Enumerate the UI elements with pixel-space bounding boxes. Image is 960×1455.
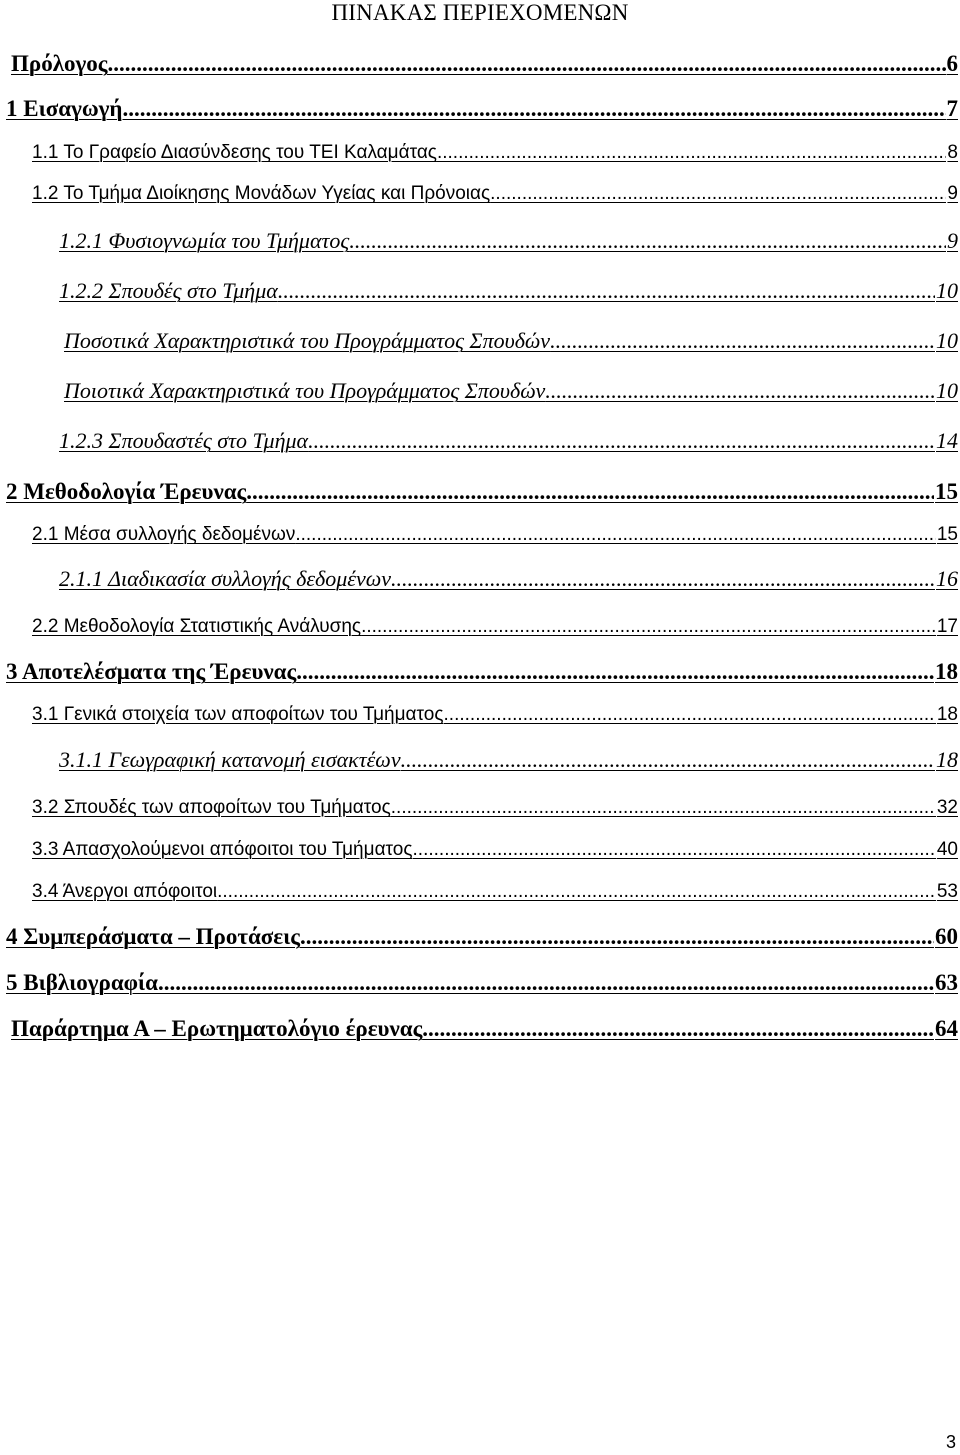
dot-leader [545,378,935,404]
toc-entry-prologue[interactable] [11,51,958,77]
toc-entry-4[interactable] [6,924,958,950]
toc-entry-page: 40 [936,839,958,860]
dot-leader [490,183,946,205]
toc-entry-page: 64 [935,1016,958,1041]
toc-entry-page: 9 [947,228,958,253]
toc-entry-3-1[interactable] [32,704,958,726]
page-number: 3 [945,1432,956,1452]
page-title: ΠΙΝΑΚΑΣ ΠΕΡΙΕΧΟΜΕΝΩΝ [331,0,629,25]
toc-entry-2-1-1[interactable] [59,566,958,592]
toc-entry-quantitative[interactable] [64,328,958,354]
toc-entry-label: 2 Μεθοδολογία Έρευνας [6,479,247,504]
dot-leader [300,924,934,950]
toc-entry-1-2-2[interactable] [59,278,958,304]
toc-entry-label: 5 Βιβλιογραφία [6,970,158,995]
toc-entry-label: Ποιοτικά Χαρακτηριστικά του Προγράμματος Σπουδών [64,378,546,403]
toc-entry-5[interactable] [6,970,958,996]
toc-entry-page: 10 [936,378,958,403]
dot-leader [107,51,945,77]
toc-entry-page: 17 [936,616,958,637]
toc-entry-label: 1.1 Το Γραφείο Διασύνδεσης του ΤΕΙ Καλαμάτας [32,142,437,163]
toc-entry-page: 63 [935,970,958,995]
dot-leader [217,881,936,903]
dot-leader [391,566,935,592]
toc-entry-3[interactable] [6,659,958,685]
dot-leader [246,479,934,505]
toc-entry-page: 14 [936,428,958,453]
dot-leader [122,96,945,122]
dot-leader [296,659,934,685]
toc-entry-3-2[interactable] [32,797,958,819]
dot-leader [391,797,936,819]
toc-entry-label: 1.2 Το Τμήμα Διοίκησης Μονάδων Υγείας και Πρόνοιας [32,183,491,204]
dot-leader [444,704,936,726]
toc-entry-page: 7 [946,96,958,121]
toc-entry-label: 1.2.1 Φυσιογνωμία του Τμήματος [59,228,350,253]
dot-leader [550,328,935,354]
toc-entry-page: 10 [936,278,958,303]
dot-leader [158,970,934,996]
toc-entry-label: 1.2.2 Σπουδές στο Τμήμα [59,278,278,303]
dot-leader [422,1016,934,1042]
toc-entry-label: 3.4 Άνεργοι απόφοιτοι [32,881,218,902]
toc-entry-page: 18 [936,747,958,772]
dot-leader [437,142,946,164]
toc-entry-label: Πρόλογος [11,51,108,76]
toc-entry-page: 9 [947,183,958,204]
toc-entry-qualitative[interactable] [64,378,958,404]
toc-entry-page: 10 [936,328,958,353]
toc-entry-label: 3.3 Απασχολούμενοι απόφοιτοι του Τμήματος [32,839,413,860]
toc-entry-label: Ποσοτικά Χαρακτηριστικά του Προγράμματος Σπουδών [64,328,551,353]
toc-entry-page: 15 [935,479,958,504]
toc-entry-page: 32 [936,797,958,818]
toc-entry-page: 15 [936,524,958,545]
toc-entry-label: 2.1.1 Διαδικασία συλλογής δεδομένων [59,566,392,591]
toc-entry-3-3[interactable] [32,839,958,861]
toc-entry-label: 3.1 Γενικά στοιχεία των αποφοίτων του Τμήματος [32,704,444,725]
toc-entry-page: 6 [946,51,958,76]
toc-entry-label: 3 Αποτελέσματα της Έρευνας [6,659,297,684]
toc-entry-2[interactable] [6,479,958,505]
toc-entry-page: 18 [935,659,958,684]
toc-entry-page: 60 [935,924,958,949]
toc-entry-label: 2.2 Μεθοδολογία Στατιστικής Ανάλυσης [32,616,362,637]
dot-leader [361,616,936,638]
toc-entry-label: 3.2 Σπουδές των αποφοίτων του Τμήματος [32,797,391,818]
dot-leader [295,524,936,546]
dot-leader [278,278,935,304]
toc-entry-page: 53 [936,881,958,902]
toc-entry-2-2[interactable] [32,616,958,638]
toc-entry-1-2[interactable] [32,183,958,205]
toc-entry-1-1[interactable] [32,142,958,164]
toc-entry-label: 4 Συμπεράσματα – Προτάσεις [6,924,300,949]
dot-leader [308,428,935,454]
toc-entry-3-4[interactable] [32,881,958,903]
dot-leader [349,228,946,254]
toc-entry-label: 3.1.1 Γεωγραφική κατανομή εισακτέων [59,747,401,772]
toc-entry-2-1[interactable] [32,524,958,546]
toc-entry-page: 8 [947,142,958,163]
toc-entry-page: 18 [936,704,958,725]
toc-entry-label: 1 Εισαγωγή [6,96,123,121]
toc-entry-1-2-3[interactable] [59,428,958,454]
toc-entry-label: Παράρτημα Α – Ερωτηματολόγιο έρευνας [11,1016,423,1041]
dot-leader [413,839,936,861]
dot-leader [401,747,935,773]
toc-entry-1[interactable] [6,96,958,122]
toc-entry-page: 16 [936,566,958,591]
toc-entry-appendix-a[interactable] [11,1016,958,1042]
toc-entry-label: 1.2.3 Σπουδαστές στο Τμήμα [59,428,309,453]
toc-entry-1-2-1[interactable] [59,228,958,254]
toc-entry-label: 2.1 Μέσα συλλογής δεδομένων [32,524,296,545]
toc-entry-3-1-1[interactable] [59,747,958,773]
